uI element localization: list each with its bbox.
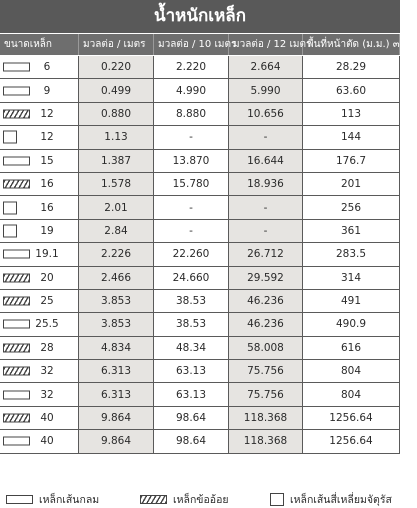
size-value: 32 — [40, 365, 54, 378]
mass-per-10m: 38.53 — [154, 290, 229, 312]
mass-per-12m: - — [229, 220, 303, 242]
cell-size — [0, 196, 79, 218]
legend-deformed-label: เหล็กข้ออ้อย — [173, 494, 229, 506]
mass-per-12m: 18.936 — [229, 173, 303, 195]
deformed-bar-icon — [3, 367, 30, 376]
size-value: 9 — [43, 84, 51, 97]
area-value: 63.60 — [303, 79, 400, 101]
mass-per-12m: 26.712 — [229, 243, 303, 265]
mass-per-12m: 118.368 — [229, 430, 303, 452]
cell-size — [0, 243, 79, 265]
mass-per-12m: 29.592 — [229, 267, 303, 289]
area-value: 804 — [303, 360, 400, 382]
area-value: 283.5 — [303, 243, 400, 265]
square-bar-icon — [270, 493, 284, 506]
header-kg-per-12m: มวลต่อ / 12 เมตร — [229, 34, 303, 55]
cell-size — [0, 290, 79, 312]
mass-per-10m: 8.880 — [154, 103, 229, 125]
mass-per-10m: 63.13 — [154, 360, 229, 382]
size-value: 25.5 — [35, 318, 59, 331]
round-bar-icon — [6, 495, 33, 504]
legend-square — [270, 491, 392, 508]
mass-per-10m: - — [154, 196, 229, 218]
mass-per-m: 0.220 — [79, 56, 154, 78]
area-value: 804 — [303, 383, 400, 405]
table-row — [0, 407, 400, 430]
size-value: 6 — [43, 61, 51, 74]
table-row — [0, 290, 400, 313]
legend-round — [6, 491, 99, 508]
table-row — [0, 196, 400, 219]
size-value: 12 — [40, 131, 54, 144]
cell-size — [0, 56, 79, 78]
square-bar-icon — [3, 201, 17, 214]
table-row — [0, 79, 400, 102]
mass-per-10m: - — [154, 220, 229, 242]
table-row — [0, 173, 400, 196]
area-value: 490.9 — [303, 313, 400, 335]
area-value: 1256.64 — [303, 407, 400, 429]
mass-per-m: 0.499 — [79, 79, 154, 101]
table-row — [0, 337, 400, 360]
mass-per-m: 6.313 — [79, 383, 154, 405]
legend-round-label: เหล็กเส้นกลม — [39, 494, 100, 506]
mass-per-m: 0.880 — [79, 103, 154, 125]
mass-per-m: 3.853 — [79, 290, 154, 312]
area-value: 176.7 — [303, 150, 400, 172]
table-row — [0, 126, 400, 149]
size-value: 40 — [40, 412, 54, 425]
mass-per-m: 9.864 — [79, 407, 154, 429]
mass-per-m: 2.84 — [79, 220, 154, 242]
mass-per-10m: - — [154, 126, 229, 148]
mass-per-12m: 46.236 — [229, 313, 303, 335]
mass-per-m: 2.01 — [79, 196, 154, 218]
deformed-bar-icon — [3, 414, 30, 423]
size-value: 12 — [40, 107, 54, 120]
square-bar-icon — [3, 131, 17, 144]
area-value: 361 — [303, 220, 400, 242]
area-value: 1256.64 — [303, 430, 400, 452]
header-size: ขนาดเหล็ก — [0, 34, 79, 55]
mass-per-12m: 10.656 — [229, 103, 303, 125]
mass-per-10m: 2.220 — [154, 56, 229, 78]
area-value: 314 — [303, 267, 400, 289]
table-header — [0, 34, 417, 55]
size-value: 16 — [40, 201, 54, 214]
area-value: 28.29 — [303, 56, 400, 78]
deformed-bar-icon — [3, 180, 30, 189]
mass-per-12m: 58.008 — [229, 337, 303, 359]
deformed-bar-icon — [140, 495, 167, 504]
cell-size — [0, 173, 79, 195]
cell-size — [0, 126, 79, 148]
mass-per-m: 1.13 — [79, 126, 154, 148]
cell-size — [0, 337, 79, 359]
cell-size — [0, 150, 79, 172]
area-value: 201 — [303, 173, 400, 195]
round-bar-icon — [3, 320, 30, 329]
mass-per-m: 4.834 — [79, 337, 154, 359]
size-value: 20 — [40, 271, 54, 284]
round-bar-icon — [3, 390, 30, 399]
legend-deformed — [140, 491, 229, 508]
cell-size — [0, 267, 79, 289]
area-value: 144 — [303, 126, 400, 148]
mass-per-12m: 5.990 — [229, 79, 303, 101]
header-area: พื้นที่หน้าตัด (ม.ม.) ๓ ม². — [303, 34, 400, 55]
cell-size — [0, 383, 79, 405]
round-bar-icon — [3, 156, 30, 165]
round-bar-icon — [3, 250, 30, 259]
mass-per-12m: - — [229, 196, 303, 218]
size-value: 15 — [40, 154, 54, 167]
area-value: 616 — [303, 337, 400, 359]
table-row — [0, 313, 400, 336]
mass-per-12m: 75.756 — [229, 360, 303, 382]
size-value: 28 — [40, 341, 54, 354]
size-value: 40 — [40, 435, 54, 448]
mass-per-10m: 98.64 — [154, 407, 229, 429]
table-row — [0, 150, 400, 173]
cell-size — [0, 407, 79, 429]
header-kg-per-m: มวลต่อ / เมตร — [79, 34, 154, 55]
size-value: 19.1 — [35, 248, 59, 261]
header-kg-per-10m: มวลต่อ / 10 เมตร — [154, 34, 229, 55]
table-row — [0, 220, 400, 243]
page-title: น้ำหนักเหล็ก — [0, 0, 400, 33]
legend — [0, 488, 400, 508]
mass-per-m: 1.387 — [79, 150, 154, 172]
mass-per-m: 2.466 — [79, 267, 154, 289]
table-row — [0, 267, 400, 290]
mass-per-m: 1.578 — [79, 173, 154, 195]
cell-size — [0, 79, 79, 101]
area-value: 256 — [303, 196, 400, 218]
deformed-bar-icon — [3, 273, 30, 282]
mass-per-10m: 13.870 — [154, 150, 229, 172]
mass-per-m: 2.226 — [79, 243, 154, 265]
mass-per-10m: 15.780 — [154, 173, 229, 195]
cell-size — [0, 360, 79, 382]
deformed-bar-icon — [3, 343, 30, 352]
table-row — [0, 243, 400, 266]
deformed-bar-icon — [3, 109, 30, 118]
deformed-bar-icon — [3, 297, 30, 306]
mass-per-12m: 16.644 — [229, 150, 303, 172]
size-value: 25 — [40, 295, 54, 308]
mass-per-10m: 22.260 — [154, 243, 229, 265]
round-bar-icon — [3, 63, 30, 72]
area-value: 491 — [303, 290, 400, 312]
mass-per-12m: - — [229, 126, 303, 148]
mass-per-10m: 4.990 — [154, 79, 229, 101]
mass-per-10m: 24.660 — [154, 267, 229, 289]
mass-per-m: 6.313 — [79, 360, 154, 382]
steel-weight-table — [0, 56, 400, 454]
mass-per-10m: 48.34 — [154, 337, 229, 359]
mass-per-m: 3.853 — [79, 313, 154, 335]
size-value: 32 — [40, 388, 54, 401]
mass-per-12m: 46.236 — [229, 290, 303, 312]
square-bar-icon — [3, 224, 17, 237]
cell-size — [0, 103, 79, 125]
mass-per-m: 9.864 — [79, 430, 154, 452]
table-row — [0, 103, 400, 126]
cell-size — [0, 220, 79, 242]
mass-per-10m: 38.53 — [154, 313, 229, 335]
table-row — [0, 360, 400, 383]
mass-per-12m: 75.756 — [229, 383, 303, 405]
size-value: 16 — [40, 178, 54, 191]
mass-per-12m: 2.664 — [229, 56, 303, 78]
cell-size — [0, 313, 79, 335]
mass-per-12m: 118.368 — [229, 407, 303, 429]
legend-square-label: เหล็กเส้นสี่เหลี่ยมจัตุรัส — [290, 494, 392, 506]
mass-per-10m: 98.64 — [154, 430, 229, 452]
cell-size — [0, 430, 79, 452]
round-bar-icon — [3, 437, 30, 446]
table-row — [0, 56, 400, 79]
table-row — [0, 430, 400, 453]
mass-per-10m: 63.13 — [154, 383, 229, 405]
table-row — [0, 383, 400, 406]
size-value: 19 — [40, 224, 54, 237]
round-bar-icon — [3, 86, 30, 95]
area-value: 113 — [303, 103, 400, 125]
